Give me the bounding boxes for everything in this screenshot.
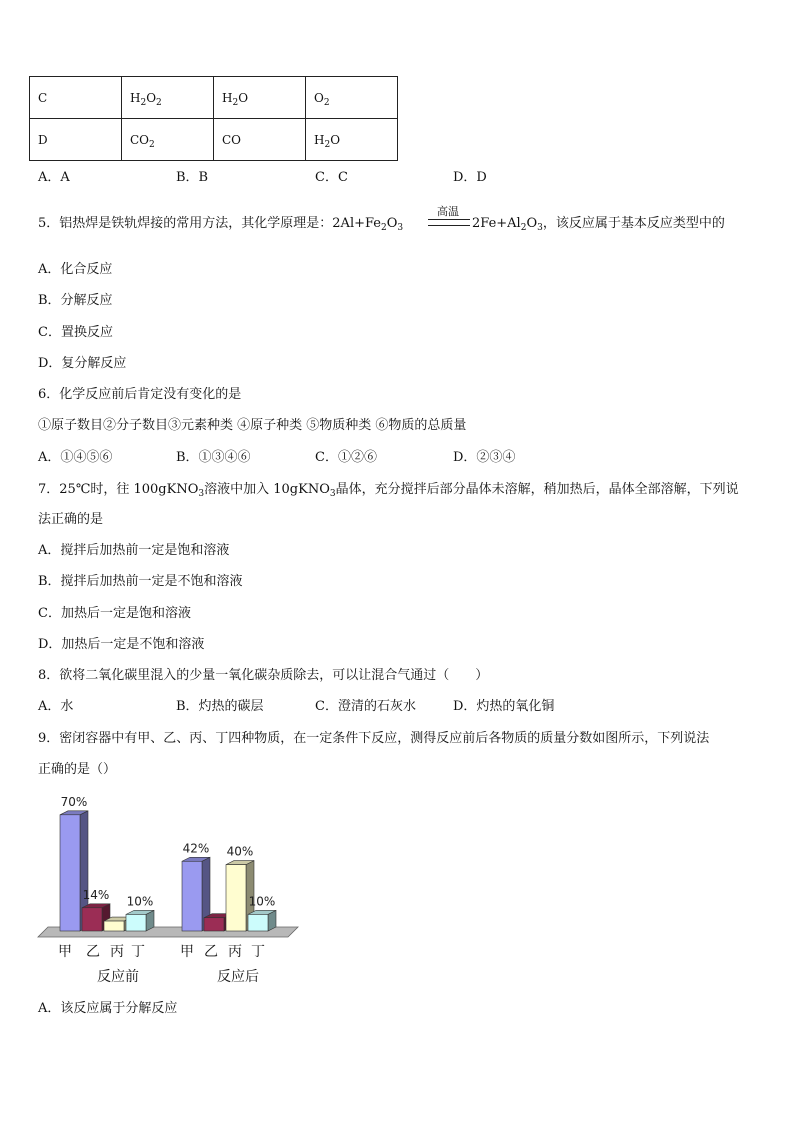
group-label: 反应前	[97, 969, 139, 985]
category-label: 丁	[131, 944, 145, 960]
q6-option-b: B．①③④⑥	[176, 450, 251, 465]
reaction-condition: 高温	[437, 205, 459, 218]
q7-stem-cont: 法正确的是	[38, 512, 104, 527]
q5-stem-end: $2Fe+Al_2O_3$，该反应属于基本反应类型中的	[472, 216, 725, 233]
table-cell: $O_2$	[306, 77, 398, 119]
q6-option-a: A．①④⑤⑥	[38, 450, 113, 465]
bar-value-label: 40%	[226, 844, 254, 859]
q9-stem: 9．密闭容器中有甲、乙、丙、丁四种物质，在一定条件下反应，测得反应前后各物质的质量分数如图所示，下列说法	[38, 731, 710, 746]
q8-stem: 8．欲将二氧化碳里混入的少量一氧化碳杂质除去，可以让混合气通过（ ）	[38, 668, 489, 683]
q8-option-b: B．灼热的碳层	[176, 699, 264, 714]
category-label: 丙	[110, 944, 124, 960]
q7-stem: 7．25℃时，往 100gKNO$_3$溶液中加入 10gKNO$_3$晶体，充分搅拌后部分晶体未溶解，稍加热后，晶体全部溶解，下列说	[38, 482, 739, 499]
table-row	[30, 119, 398, 161]
q7-option-d: D．加热后一定是不饱和溶液	[38, 637, 205, 652]
category-label: 丁	[251, 944, 265, 960]
q7-option-a: A．搅拌后加热前一定是饱和溶液	[38, 543, 230, 558]
q4-option-d: D．D	[453, 170, 487, 185]
bar	[60, 815, 80, 931]
table-cell: $H_2O$	[306, 119, 398, 161]
table-cell: $CO_2$	[122, 119, 214, 161]
category-label: 甲	[180, 944, 194, 960]
q5-option-a: A．化合反应	[38, 262, 113, 277]
equals-sign	[428, 219, 470, 226]
q7-option-b: B．搅拌后加热前一定是不饱和溶液	[38, 574, 243, 589]
row-label: D	[30, 119, 122, 161]
bar-value-label: 10%	[126, 894, 154, 909]
options-table	[29, 76, 398, 161]
q8-option-a: A．水	[38, 699, 74, 714]
table-cell: $H_2O$	[214, 77, 306, 119]
bar	[226, 865, 246, 931]
category-label: 乙	[86, 944, 100, 960]
q9-option-a: A．该反应属于分解反应	[38, 1001, 178, 1016]
bar-value-label: 14%	[82, 887, 110, 902]
q5-option-b: B．分解反应	[38, 293, 113, 308]
bar	[82, 908, 102, 931]
category-label: 乙	[204, 944, 218, 960]
q4-option-c: C．C	[315, 170, 348, 185]
equation-right: $2Fe+Al_2O_3$	[472, 216, 543, 233]
q6-items: ①原子数目②分子数目③元素种类 ④原子种类 ⑤物质种类 ⑥物质的总质量	[38, 418, 467, 433]
q7-option-c: C．加热后一定是饱和溶液	[38, 606, 191, 621]
bar	[104, 921, 124, 931]
category-label: 甲	[58, 944, 72, 960]
q5-option-c: C．置换反应	[38, 325, 113, 340]
table-row	[30, 77, 398, 119]
bar-chart	[30, 788, 320, 993]
table-cell: CO	[214, 119, 306, 161]
equation-left: $2Al+Fe_2O_3$	[332, 216, 404, 233]
bar	[248, 914, 268, 931]
q4-option-a: A．A	[38, 170, 70, 185]
bar-value-label: 10%	[248, 894, 276, 909]
q6-stem: 6．化学反应前后肯定没有变化的是	[38, 387, 242, 402]
q8-option-d: D．灼热的氧化铜	[453, 699, 555, 714]
bar-value-label: 42%	[182, 841, 210, 856]
bar	[126, 914, 146, 931]
q5-option-d: D．复分解反应	[38, 356, 127, 371]
q4-option-b: B．B	[176, 170, 209, 185]
q8-option-c: C．澄清的石灰水	[315, 699, 416, 714]
bar	[204, 918, 224, 931]
q9-stem-cont: 正确的是（）	[38, 762, 117, 777]
q6-option-d: D．②③④	[453, 450, 516, 465]
table-cell: $H_2O_2$	[122, 77, 214, 119]
group-label: 反应后	[217, 969, 259, 985]
bar	[182, 861, 202, 931]
category-label: 丙	[228, 944, 242, 960]
q5-stem: 5．铝热焊是铁轨焊接的常用方法，其化学原理是：$2Al+Fe_2O_3$	[38, 216, 404, 233]
row-label: C	[30, 77, 122, 119]
q6-option-c: C．①②⑥	[315, 450, 377, 465]
bar-value-label: 70%	[60, 794, 88, 809]
